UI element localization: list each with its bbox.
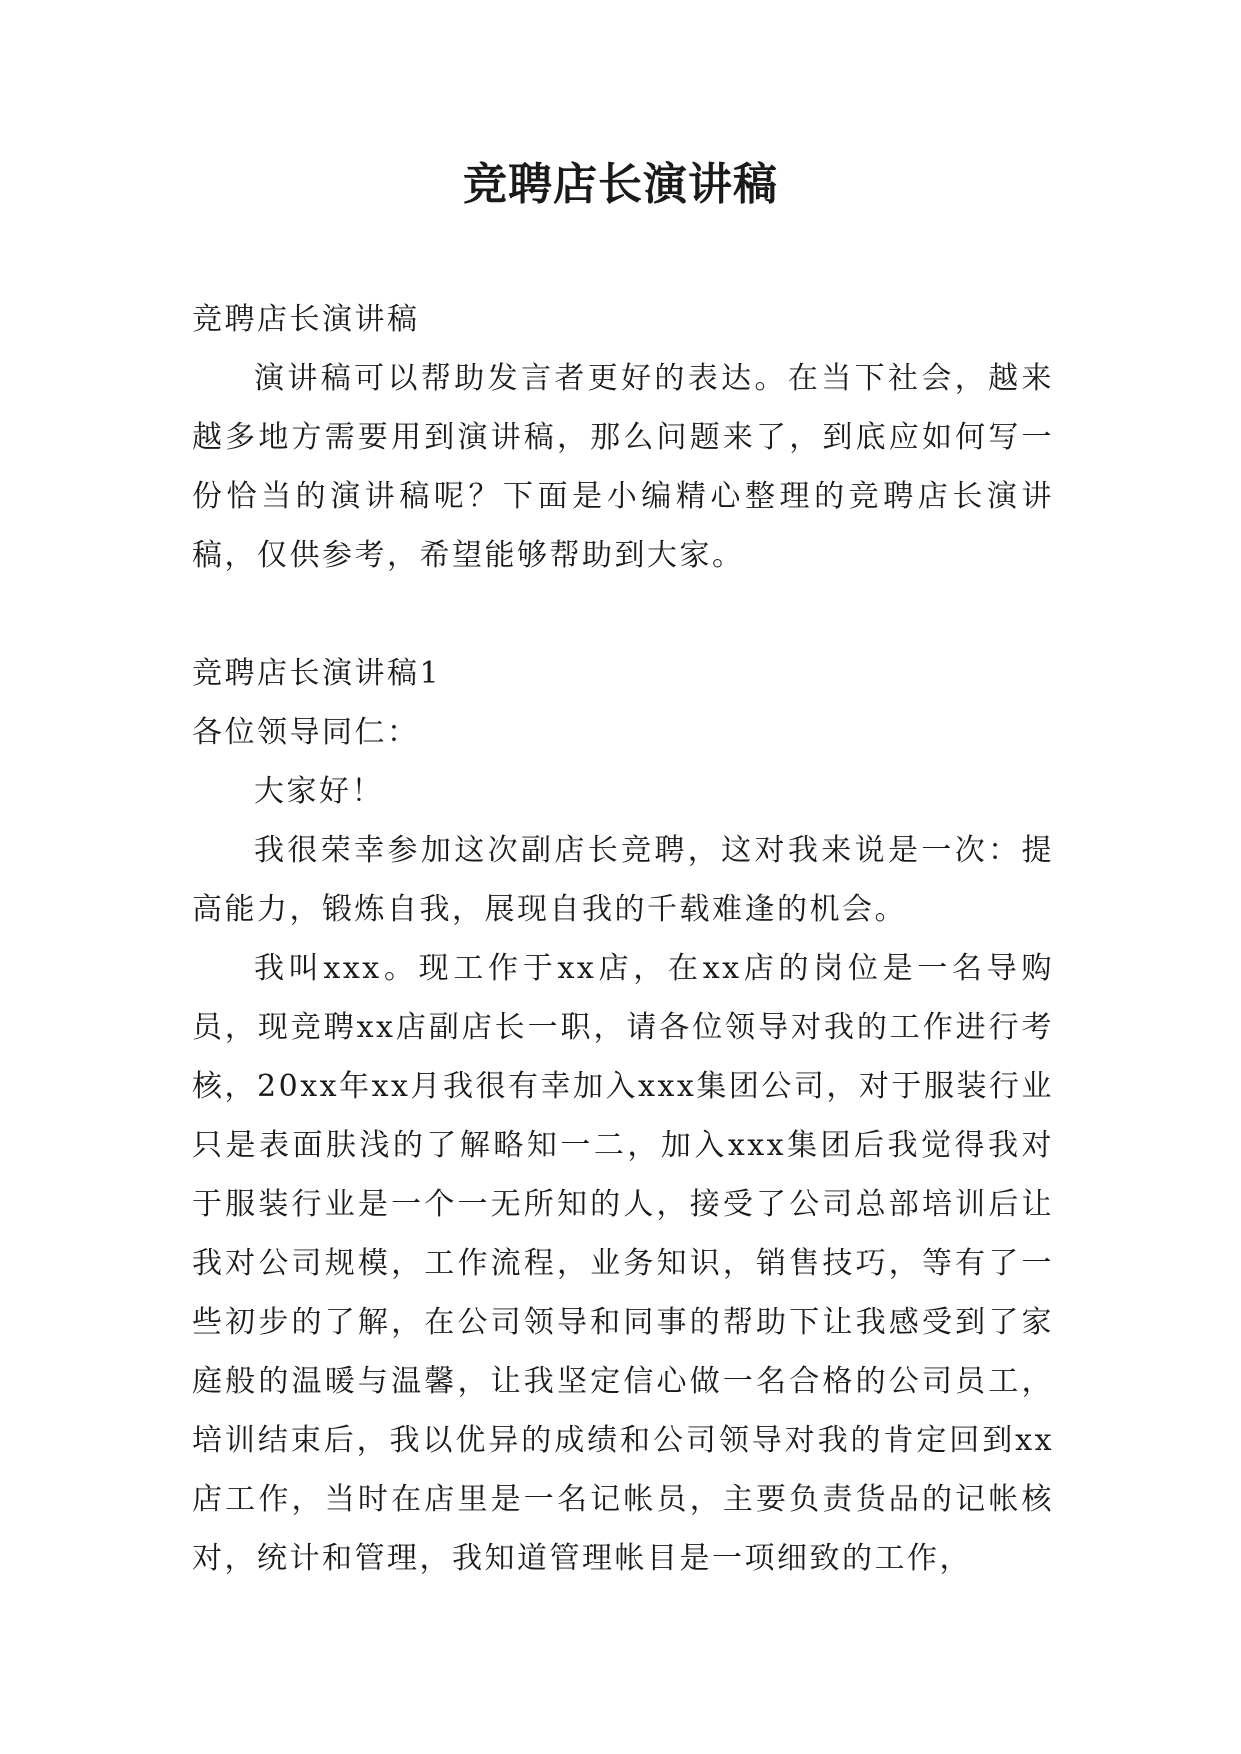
salutation: 各位领导同仁： — [192, 715, 420, 750]
section-heading: 竞聘店长演讲稿 — [192, 302, 420, 337]
document-title: 竞聘店长演讲稿 — [463, 159, 778, 210]
document-body — [192, 290, 1054, 1588]
body-paragraph: 我叫xxx。现工作于xx店，在xx店的岗位是一名导购员，现竞聘xx店副店长一职，请各位领导对我的工作进行考核，20xx年xx月我很有幸加入xxx集团公司，对于服装行业只是表面肤浅的了解略知一二，加入xxx集团后我觉得我对于服装行业是一个一无所知的人，接受了公司总部培训后让我对公司规模，工作流程，业务知识，销售技巧，等有了一些初步的了解，在公司领导和同事的帮助下让我感受到了家庭般的温暖与温馨，让我坚定信心做一名合格的公司员工，培训结束后，我以优异的成绩和公司领导对我的肯定回到xx店工作，当时在店里是一名记帐员，主要负责货品的记帐核对，统计和管理，我知道管理帐目是一项细致的工作， — [192, 951, 1054, 1576]
greeting: 大家好！ — [254, 774, 384, 809]
speech-heading: 竞聘店长演讲稿1 — [192, 656, 442, 691]
body-paragraph: 我很荣幸参加这次副店长竞聘，这对我来说是一次：提高能力，锻炼自我，展现自我的千载难逢的机会。 — [192, 833, 1054, 927]
intro-paragraph: 演讲稿可以帮助发言者更好的表达。在当下社会，越来越多地方需要用到演讲稿，那么问题来了，到底应如何写一份恰当的演讲稿呢？下面是小编精心整理的竞聘店长演讲稿，仅供参考，希望能够帮助到大家。 — [192, 361, 1054, 573]
